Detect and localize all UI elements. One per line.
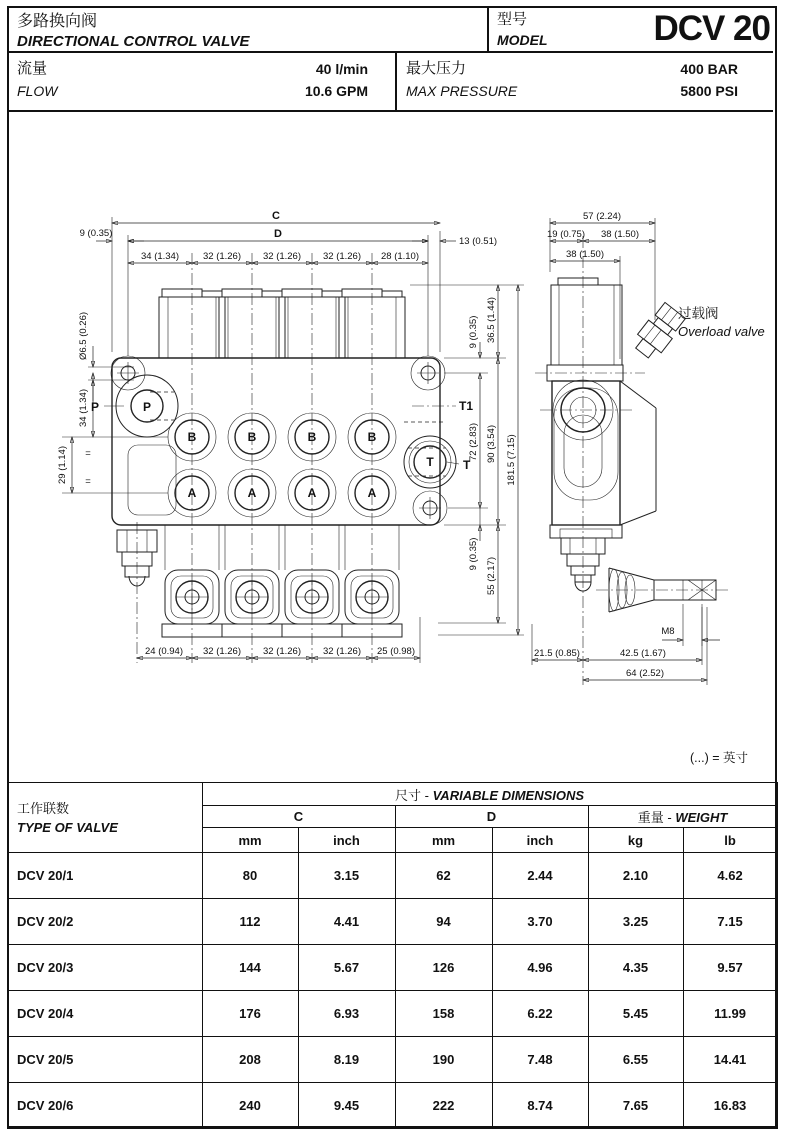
- cell-c-inch: 3.15: [298, 853, 395, 899]
- flow-values: [200, 58, 368, 102]
- dim-bseg4: 32 (1.26): [322, 646, 362, 657]
- cell-d-inch: 4.96: [492, 945, 588, 991]
- cell-lb: 11.99: [683, 991, 777, 1037]
- pressure-label-en: MAX PRESSURE: [406, 83, 518, 99]
- unit-lb: lb: [683, 828, 777, 853]
- cell-d-inch: 8.74: [492, 1083, 588, 1129]
- side-view-drawing: [535, 236, 730, 685]
- cell-kg: 2.10: [588, 853, 683, 899]
- cell-kg: 7.65: [588, 1083, 683, 1129]
- cell-d-mm: 222: [395, 1083, 492, 1129]
- cell-model: DCV 20/2: [7, 899, 202, 945]
- flow-label-en: FLOW: [17, 83, 58, 99]
- dim-side-b3: 64 (2.52): [625, 668, 665, 679]
- dims-header-en: VARIABLE DIMENSIONS: [432, 787, 585, 803]
- table-row: [7, 1083, 777, 1129]
- port-t1-label: T1: [459, 399, 474, 413]
- front-view-drawing: [111, 253, 456, 663]
- pressure-imperial: 5800 PSI: [680, 83, 738, 99]
- cell-model: DCV 20/6: [7, 1083, 202, 1129]
- col-d-header: D: [395, 806, 588, 828]
- port-b-label: B: [367, 430, 377, 444]
- port-labels: [91, 399, 473, 500]
- cell-lb: 7.15: [683, 899, 777, 945]
- cell-model: DCV 20/3: [7, 945, 202, 991]
- header-vdivider-1: [487, 8, 489, 51]
- dim-seg3: 32 (1.26): [262, 251, 302, 262]
- pressure-label-zh: 最大压力: [406, 60, 467, 77]
- cell-d-mm: 190: [395, 1037, 492, 1083]
- table-row: [7, 853, 777, 899]
- port-a-label: A: [247, 486, 257, 500]
- dim-side-b2: 42.5 (1.67): [620, 648, 666, 659]
- cell-model: DCV 20/4: [7, 991, 202, 1037]
- table-row: [7, 991, 777, 1037]
- port-a-label: A: [367, 486, 377, 500]
- doc-title-en: DIRECTIONAL CONTROL VALVE: [17, 33, 250, 50]
- unit-c-inch: inch: [298, 828, 395, 853]
- dim-p-b: 34 (1.34): [78, 388, 89, 428]
- overload-label-zh: 过载阀: [678, 306, 719, 321]
- inch-note: (...) = 英寸: [690, 751, 748, 765]
- table-row: [7, 1037, 777, 1083]
- cell-c-mm: 208: [202, 1037, 298, 1083]
- unit-d-mm: mm: [395, 828, 492, 853]
- dim-side-w3: 38 (1.50): [565, 249, 605, 260]
- header-divider-1: [7, 51, 773, 53]
- cell-c-inch: 9.45: [298, 1083, 395, 1129]
- cell-kg: 6.55: [588, 1037, 683, 1083]
- dim-hole-dia: Ø6.5 (0.26): [78, 311, 89, 361]
- type-header-en: TYPE OF VALVE: [17, 819, 118, 835]
- type-of-valve-header: [7, 783, 202, 853]
- cell-c-inch: 4.41: [298, 899, 395, 945]
- doc-title-zh: 多路换向阀: [17, 13, 98, 30]
- dim-top-offset: 9 (0.35): [468, 315, 479, 349]
- dim-side-b1: 21.5 (0.85): [534, 648, 580, 659]
- dim-side-w2: 38 (1.50): [600, 229, 640, 240]
- dim-body-height: 90 (3.54): [486, 424, 497, 464]
- unit-c-mm: mm: [202, 828, 298, 853]
- cell-d-inch: 2.44: [492, 853, 588, 899]
- cell-d-mm: 62: [395, 853, 492, 899]
- dim-d: D: [274, 228, 282, 240]
- doc-title: [17, 8, 250, 50]
- variable-dimensions-header: [202, 783, 777, 806]
- cell-c-mm: 80: [202, 853, 298, 899]
- col-weight-header: [588, 806, 777, 828]
- table-row: [7, 899, 777, 945]
- flow-label: [17, 58, 57, 102]
- dim-c: C: [272, 210, 280, 222]
- cell-d-inch: 3.70: [492, 899, 588, 945]
- dim-bseg1: 24 (0.94): [144, 646, 184, 657]
- dim-bottom-offset: 9 (0.35): [468, 537, 479, 571]
- cell-c-mm: 240: [202, 1083, 298, 1129]
- overload-label-en: Overload valve: [678, 324, 765, 339]
- model-label-en: MODEL: [497, 32, 548, 48]
- cell-model: DCV 20/1: [7, 853, 202, 899]
- unit-kg: kg: [588, 828, 683, 853]
- cell-c-mm: 144: [202, 945, 298, 991]
- dim-thread: M8: [661, 626, 675, 637]
- dim-bseg2: 32 (1.26): [202, 646, 242, 657]
- port-t-ext-label: T: [463, 458, 471, 472]
- weight-header-zh: 重量 -: [637, 810, 676, 825]
- dim-side-width: 57 (2.24): [582, 211, 622, 222]
- cell-d-mm: 126: [395, 945, 492, 991]
- port-t-label: T: [426, 455, 434, 469]
- cell-model: DCV 20/5: [7, 1037, 202, 1083]
- equal-mark: =: [85, 476, 91, 487]
- model-value: DCV 20: [653, 9, 770, 48]
- cell-c-inch: 6.93: [298, 991, 395, 1037]
- flow-metric: 40 l/min: [315, 61, 368, 77]
- port-a-label: A: [307, 486, 317, 500]
- flow-imperial: 10.6 GPM: [304, 83, 368, 99]
- cell-c-inch: 5.67: [298, 945, 395, 991]
- dimensions-table: [7, 782, 778, 1129]
- dim-left-offset: 9 (0.35): [79, 228, 113, 239]
- front-view-dimensions: [57, 210, 524, 663]
- dim-side-w1: 19 (0.75): [546, 229, 586, 240]
- dims-header-zh: 尺寸 -: [395, 787, 433, 803]
- dim-lower-height: 55 (2.17): [486, 556, 497, 596]
- dim-seg4: 32 (1.26): [322, 251, 362, 262]
- dim-cap-height: 36.5 (1.44): [486, 297, 497, 343]
- cell-kg: 5.45: [588, 991, 683, 1037]
- type-header-zh: 工作联数: [17, 800, 70, 816]
- dim-bseg5: 25 (0.98): [376, 646, 416, 657]
- cell-lb: 9.57: [683, 945, 777, 991]
- cell-d-mm: 158: [395, 991, 492, 1037]
- cell-lb: 14.41: [683, 1037, 777, 1083]
- pressure-label: [406, 58, 517, 102]
- dim-seg5: 28 (1.10): [380, 251, 420, 262]
- dim-bseg3: 32 (1.26): [262, 646, 302, 657]
- pressure-metric: 400 BAR: [680, 61, 738, 77]
- cell-kg: 3.25: [588, 899, 683, 945]
- port-b-label: B: [187, 430, 197, 444]
- model-label: [497, 8, 548, 48]
- cell-d-mm: 94: [395, 899, 492, 945]
- technical-drawing: [0, 112, 786, 782]
- cell-lb: 16.83: [683, 1083, 777, 1129]
- model-label-zh: 型号: [497, 11, 528, 28]
- cell-lb: 4.62: [683, 853, 777, 899]
- dim-hole-span: 72 (2.83): [468, 422, 479, 462]
- port-b-label: B: [247, 430, 257, 444]
- cell-c-mm: 112: [202, 899, 298, 945]
- cell-c-inch: 8.19: [298, 1037, 395, 1083]
- unit-d-inch: inch: [492, 828, 588, 853]
- port-p-ext-label: P: [90, 400, 100, 414]
- port-p-label: P: [142, 400, 152, 414]
- dim-seg1: 34 (1.34): [140, 251, 180, 262]
- dim-total-height: 181.5 (7.15): [506, 434, 517, 486]
- port-a-label: A: [187, 486, 197, 500]
- flow-label-zh: 流量: [17, 60, 48, 77]
- pressure-values: [560, 58, 738, 102]
- cell-d-inch: 6.22: [492, 991, 588, 1037]
- cell-c-mm: 176: [202, 991, 298, 1037]
- header-vdivider-2: [395, 53, 397, 110]
- table-row: [7, 945, 777, 991]
- dim-seg2: 32 (1.26): [202, 251, 242, 262]
- dim-right-offset: 13 (0.51): [459, 236, 498, 247]
- weight-header-en: WEIGHT: [675, 810, 728, 825]
- side-view-dimensions: [532, 211, 720, 685]
- port-b-label: B: [307, 430, 317, 444]
- cell-d-inch: 7.48: [492, 1037, 588, 1083]
- dim-b-a: 29 (1.14): [57, 445, 68, 485]
- col-c-header: C: [202, 806, 395, 828]
- cell-kg: 4.35: [588, 945, 683, 991]
- equal-mark: =: [85, 448, 91, 459]
